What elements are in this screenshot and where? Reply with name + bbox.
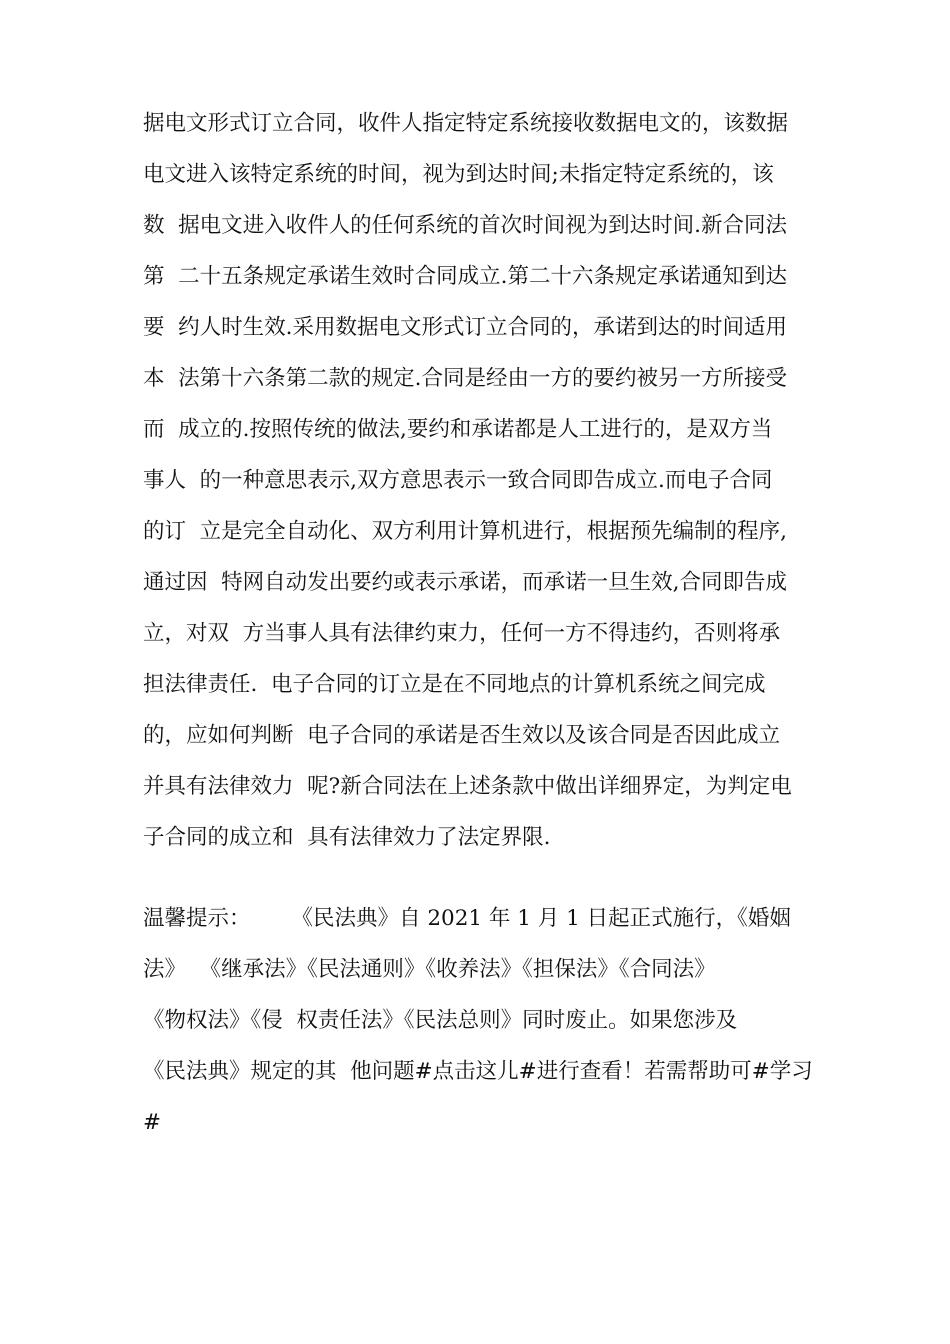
text-line: 本 法第十六条第二款的规定.合同是经由一方的要约被另一方所接受 [143, 366, 788, 391]
text-line: 并具有法律效力 呢?新合同法在上述条款中做出详细界定，为判定电 [143, 774, 792, 799]
tip-line: # [143, 1110, 162, 1135]
text-line: 要 约人时生效.采用数据电文形式订立合同的，承诺到达的时间适用 [143, 315, 788, 340]
text-line: 担法律责任. 电子合同的订立是在不同地点的计算机系统之间完成 [143, 672, 766, 697]
text-line: 立，对双 方当事人具有法律约束力，任何一方不得违约，否则将承 [143, 621, 781, 646]
body-paragraph [143, 98, 843, 863]
text-line: 子合同的成立和 具有法律效力了法定界限. [143, 825, 551, 850]
text-line: 的订 立是完全自动化、双方利用计算机进行，根据预先编制的程序, [143, 519, 788, 544]
text-line: 而 成立的.按照传统的做法,要约和承诺都是人工进行的，是双方当 [143, 417, 773, 442]
tip-line: 温馨提示： 《民法典》自 2021 年 1 月 1 日起正式施行，《婚姻 [143, 906, 791, 931]
text-line: 据电文形式订立合同，收件人指定特定系统接收数据电文的，该数据 [143, 111, 789, 136]
tip-line: 《民法典》规定的其 他问题#点击这儿#进行查看！若需帮助可#学习 [143, 1059, 813, 1084]
tip-line: 法》 《继承法》《民法通则》《收养法》《担保法》《合同法》 [143, 957, 716, 982]
tip-paragraph [143, 893, 843, 1148]
text-line: 电文进入该特定系统的时间，视为到达时间;未指定特定系统的，该 [143, 162, 774, 187]
text-line: 事人 的一种意思表示,双方意思表示一致合同即告成立.而电子合同 [143, 468, 773, 493]
text-line: 的，应如何判断 电子合同的承诺是否生效以及该合同是否因此成立 [143, 723, 781, 748]
text-line: 第 二十五条规定承诺生效时合同成立.第二十六条规定承诺通知到达 [143, 264, 788, 289]
text-line: 数 据电文进入收件人的任何系统的首次时间视为到达时间.新合同法 [143, 213, 788, 238]
tip-line: 《物权法》《侵 权责任法》《民法总则》同时废止。如果您涉及 [143, 1008, 738, 1033]
text-line: 通过因 特网自动发出要约或表示承诺，而承诺一旦生效,合同即告成 [143, 570, 788, 595]
